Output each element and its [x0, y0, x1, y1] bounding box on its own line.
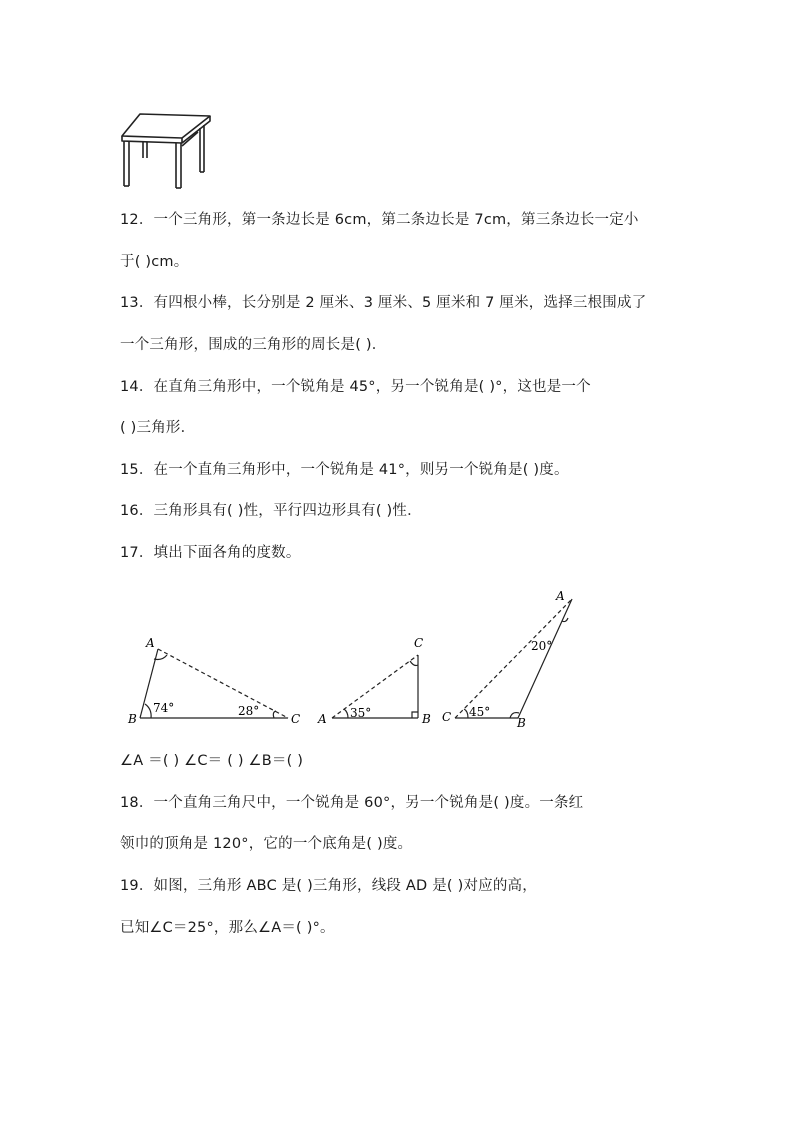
- question-15: 15．在一个直角三角形中，一个锐角是 41°，则另一个锐角是( )度。: [120, 462, 569, 478]
- t3-angle-c: 45°: [469, 705, 491, 719]
- question-17-answers: ∠A ＝( ) ∠C＝ ( ) ∠B＝( ): [120, 753, 304, 769]
- t2-vertex-c: C: [414, 636, 424, 650]
- t3-arc-c: [464, 709, 468, 718]
- t2-vertex-b: B: [422, 712, 431, 726]
- t3-vertex-b: B: [517, 716, 526, 730]
- question-14-line-1: 14．在直角三角形中，一个锐角是 45°，另一个锐角是( )°，这也是一个: [120, 379, 591, 395]
- t3-vertex-c: C: [442, 710, 452, 724]
- question-17: 17．填出下面各角的度数。: [120, 545, 301, 561]
- t1-angle-b: 74°: [153, 701, 175, 715]
- question-18-line-2: 领巾的顶角是 120°，它的一个底角是( )度。: [120, 836, 413, 852]
- question-14-line-2: ( )三角形．: [120, 420, 196, 436]
- t1-arc-b: [145, 704, 151, 718]
- t3-angle-a: 20°: [531, 639, 553, 653]
- t2-vertex-a: A: [318, 712, 327, 726]
- t3-side-ab: [518, 599, 572, 718]
- table-illustration: [118, 110, 214, 192]
- question-12-line-1: 12．一个三角形，第一条边长是 6cm，第二条边长是 7cm，第三条边长一定小: [120, 212, 639, 228]
- question-16: 16．三角形具有( )性，平行四边形具有( )性．: [120, 503, 422, 519]
- question-19-line-2: 已知∠C＝25°，那么∠A＝( )°。: [120, 920, 335, 936]
- t2-angle-a: 35°: [350, 706, 372, 720]
- t1-vertex-b: B: [128, 712, 137, 726]
- t1-side-ac: [158, 649, 288, 718]
- t2-side-ac: [332, 655, 418, 718]
- question-19-line-1: 19．如图，三角形 ABC 是( )三角形，线段 AD 是( )对应的高，: [120, 878, 537, 894]
- t3-side-ac: [455, 599, 572, 718]
- t2-arc-a: [344, 709, 348, 718]
- t1-vertex-c: C: [291, 712, 301, 726]
- t1-vertex-a: A: [146, 636, 155, 650]
- t1-angle-c: 28°: [238, 704, 260, 718]
- question-12-line-2: 于( )cm。: [120, 254, 189, 270]
- triangle-figures: [110, 585, 590, 735]
- question-13-line-2: 一个三角形，围成的三角形的周长是( )．: [120, 337, 387, 353]
- t3-vertex-a: A: [556, 589, 565, 603]
- question-13-line-1: 13．有四根小棒，长分别是 2 厘米、3 厘米、5 厘米和 7 厘米，选择三根围成了: [120, 295, 647, 311]
- t2-arc-c: [410, 661, 418, 666]
- question-18-line-1: 18．一个直角三角尺中，一个锐角是 60°，另一个锐角是( )度。一条红: [120, 795, 584, 811]
- t2-right-angle: [412, 712, 418, 718]
